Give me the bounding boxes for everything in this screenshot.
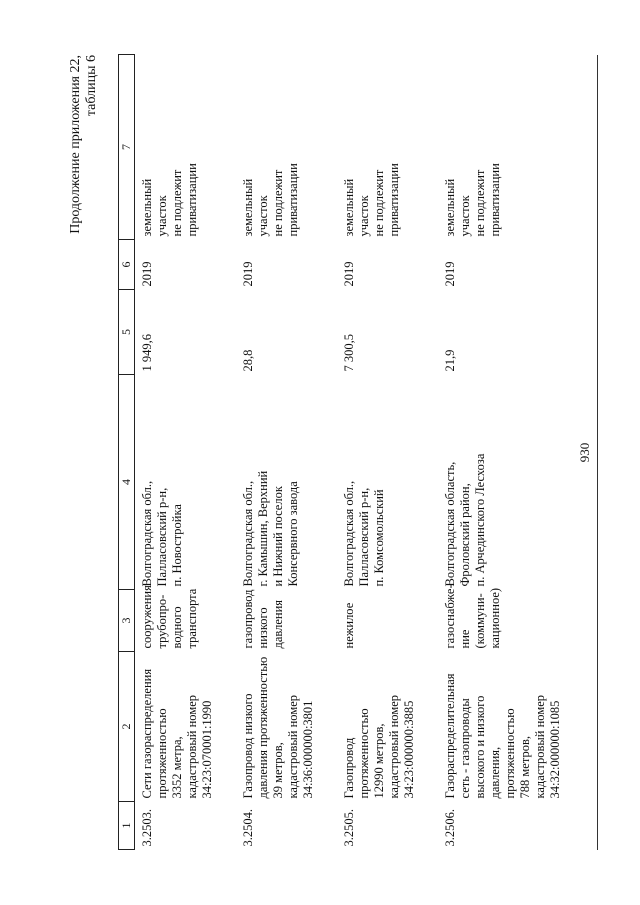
cell-area: 7 300,5 [342,334,356,372]
cell-note-line: не подлежит [170,169,184,237]
cell-name-line: кадастровый номер [286,694,300,799]
cell-name-line: высокого и низкого [473,695,487,799]
header-col-3: 3 [119,590,135,652]
cell-area: 28,8 [241,349,255,372]
cell-address [135,375,237,590]
cell-name-line: Газопровод низкого [241,693,255,799]
cell-note-line: приватизации [185,163,199,237]
cell-name-line: 12990 метров, [372,723,386,799]
cell-note-line: приватизации [488,163,502,237]
cell-name-line: 34:23:070001:1990 [200,700,214,799]
cell-address [337,375,438,590]
cell-address-line: Волгоградская обл., [342,480,356,587]
cell-address-line: п. Арчединского Лесхоза [473,453,487,587]
cell-purpose-line: (коммуни- [473,593,487,649]
header-row [119,55,135,850]
continuation-line-1: Продолжение приложения 22, [68,55,83,234]
table-row [438,55,563,850]
page-number: 930 [577,442,592,463]
cell-name-line: 34:23:000000:3885 [402,700,416,799]
cell-note-line: не подлежит [271,169,285,237]
cell-address-line: п. Новостройка [170,504,184,587]
cell-name [438,652,563,802]
cell-address-line: г. Камышин, Верхний [256,470,270,587]
cell-purpose [337,590,438,652]
cell-name-line: кадастровый номер [533,694,547,799]
cell-note-line: не подлежит [473,169,487,237]
continuation-line-2: таблицы 6 [84,55,99,117]
cell-note-line: участок [458,195,472,237]
cell-address-line: Волгоградская область, [443,461,457,587]
cell-note-line: приватизации [387,163,401,237]
header-col-4: 4 [119,375,135,590]
cell-note-line: земельный [342,178,356,237]
cell-note-line: земельный [241,178,255,237]
cell-purpose-line: водного [170,606,184,649]
header-col-5: 5 [119,290,135,375]
cell-purpose-line: трубопро- [155,594,169,649]
cell-name-line: 39 метров, [271,742,285,799]
cell-name-line: 788 метров, [518,736,532,799]
cell-name-line: Газораспределительная [443,673,457,799]
cell-year: 2019 [140,261,154,287]
cell-note [438,55,563,240]
cell-year: 2019 [241,261,255,287]
header-col-7: 7 [119,55,135,240]
cell-address-line: Волгоградская обл., [140,480,154,587]
cell-number: 3.2504. [241,809,255,847]
cell-note-line: участок [357,195,371,237]
property-table [118,54,563,850]
cell-note-line: земельный [443,178,457,237]
cell-name-line: давления протяженностью [256,656,270,799]
header-col-6: 6 [119,240,135,290]
cell-note-line: участок [155,195,169,237]
table-row [135,55,237,850]
cell-purpose-line: кационное) [488,587,502,649]
continuation-note [68,55,100,375]
cell-name-line: 34:32:000000:1085 [548,700,562,799]
cell-number: 3.2506. [443,809,457,847]
cell-purpose-line: нежилое [342,602,356,649]
cell-address-line: и Нижний поселок [271,486,285,587]
cell-address-line: Фроловский район, [458,483,472,587]
cell-name [236,652,337,802]
cell-purpose-line: газопровод [241,589,255,649]
cell-note [236,55,337,240]
cell-note [135,55,237,240]
cell-name-line: кадастровый номер [185,694,199,799]
cell-note-line: не подлежит [372,169,386,237]
cell-name-line: 34:36:000000:3801 [301,700,315,799]
cell-purpose-line: низкого [256,607,270,649]
cell-name-line: давления, [488,746,502,799]
cell-name-line: кадастровый номер [387,694,401,799]
header-col-1: 1 [119,802,135,850]
cell-note [337,55,438,240]
cell-name-line: сеть - газопроводы [458,698,472,799]
cell-purpose-line: давления [271,599,285,649]
cell-name [135,652,237,802]
cell-year: 2019 [443,261,457,287]
cell-area: 21,9 [443,349,457,372]
cell-name-line: протяженностью [357,708,371,799]
table-row [236,55,337,850]
cell-purpose-line: сооружения [140,585,154,649]
table-bottom-rule [597,55,598,850]
header-col-2: 2 [119,652,135,802]
cell-address-line: Консервного завода [286,481,300,587]
cell-year: 2019 [342,261,356,287]
cell-address [438,375,563,590]
cell-name-line: Газопровод [342,737,356,799]
table-row [337,55,438,850]
cell-address-line: п. Комсомольский [372,489,386,587]
cell-address-line: Палласовский р-н, [155,487,169,587]
cell-name-line: протяженностью [155,708,169,799]
cell-address-line: Волгоградская обл., [241,480,255,587]
cell-purpose [438,584,563,652]
cell-address-line: Палласовский р-н, [357,487,371,587]
cell-note-line: участок [256,195,270,237]
cell-purpose [135,585,237,652]
cell-name-line: 3352 метра, [170,736,184,799]
cell-name-line: Сети газораспределения [140,668,154,799]
cell-area: 1 949,6 [140,334,154,372]
cell-note-line: земельный [140,178,154,237]
cell-address [236,375,337,590]
cell-name [337,652,438,802]
cell-name-line: протяженностью [503,708,517,799]
cell-note-line: приватизации [286,163,300,237]
cell-purpose [236,590,337,652]
cell-purpose-line: ние [458,629,472,649]
cell-number: 3.2505. [342,809,356,847]
cell-purpose-line: газоснабже- [443,584,457,649]
cell-number: 3.2503. [140,809,154,847]
cell-purpose-line: транспорта [185,588,199,649]
